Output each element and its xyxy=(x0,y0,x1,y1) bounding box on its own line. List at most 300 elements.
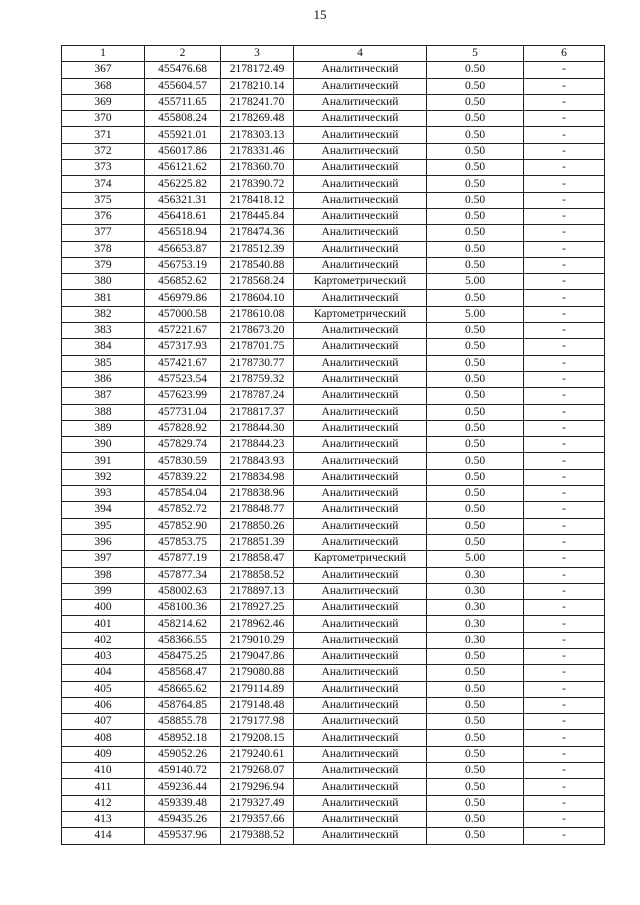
point-number-cell: 399 xyxy=(62,583,145,599)
table-row xyxy=(62,290,605,306)
table-row xyxy=(62,160,605,176)
point-number-cell: 389 xyxy=(62,420,145,436)
accuracy-cell: 0.50 xyxy=(427,681,524,697)
table-row xyxy=(62,437,605,453)
point-number-cell: 394 xyxy=(62,502,145,518)
table-row xyxy=(62,339,605,355)
point-number-cell: 368 xyxy=(62,78,145,94)
y-coordinate-cell: 2178568.24 xyxy=(221,274,294,290)
method-cell: Аналитический xyxy=(294,143,427,159)
point-number-cell: 395 xyxy=(62,518,145,534)
x-coordinate-cell: 457852.90 xyxy=(145,518,221,534)
table-row xyxy=(62,355,605,371)
description-cell: - xyxy=(524,648,605,664)
accuracy-cell: 0.50 xyxy=(427,192,524,208)
header-cell-col-1: 1 xyxy=(62,46,145,62)
x-coordinate-cell: 455604.57 xyxy=(145,78,221,94)
point-number-cell: 413 xyxy=(62,811,145,827)
table-row xyxy=(62,730,605,746)
description-cell: - xyxy=(524,78,605,94)
x-coordinate-cell: 455711.65 xyxy=(145,94,221,110)
table-row xyxy=(62,404,605,420)
method-cell: Аналитический xyxy=(294,486,427,502)
accuracy-cell: 0.50 xyxy=(427,828,524,844)
point-number-cell: 372 xyxy=(62,143,145,159)
point-number-cell: 414 xyxy=(62,828,145,844)
y-coordinate-cell: 2179177.98 xyxy=(221,714,294,730)
table-row xyxy=(62,371,605,387)
table-row xyxy=(62,795,605,811)
x-coordinate-cell: 458002.63 xyxy=(145,583,221,599)
table-row xyxy=(62,306,605,322)
table-row xyxy=(62,94,605,110)
description-cell: - xyxy=(524,763,605,779)
description-cell: - xyxy=(524,257,605,273)
x-coordinate-cell: 457523.54 xyxy=(145,371,221,387)
table-row xyxy=(62,779,605,795)
x-coordinate-cell: 458366.55 xyxy=(145,632,221,648)
description-cell: - xyxy=(524,143,605,159)
page-number: 15 xyxy=(313,7,327,22)
x-coordinate-cell: 457623.99 xyxy=(145,388,221,404)
point-number-cell: 397 xyxy=(62,551,145,567)
description-cell: - xyxy=(524,62,605,78)
method-cell: Аналитический xyxy=(294,600,427,616)
method-cell: Аналитический xyxy=(294,632,427,648)
x-coordinate-cell: 455808.24 xyxy=(145,111,221,127)
point-number-cell: 403 xyxy=(62,648,145,664)
description-cell: - xyxy=(524,746,605,762)
x-coordinate-cell: 459537.96 xyxy=(145,828,221,844)
y-coordinate-cell: 2179047.86 xyxy=(221,648,294,664)
y-coordinate-cell: 2178844.23 xyxy=(221,437,294,453)
header-cell-col-4: 4 xyxy=(294,46,427,62)
point-number-cell: 404 xyxy=(62,665,145,681)
method-cell: Аналитический xyxy=(294,583,427,599)
header-cell-col-5: 5 xyxy=(427,46,524,62)
point-number-cell: 390 xyxy=(62,437,145,453)
method-cell: Аналитический xyxy=(294,779,427,795)
description-cell: - xyxy=(524,437,605,453)
method-cell: Аналитический xyxy=(294,225,427,241)
point-number-cell: 392 xyxy=(62,469,145,485)
method-cell: Аналитический xyxy=(294,567,427,583)
x-coordinate-cell: 456017.86 xyxy=(145,143,221,159)
method-cell: Аналитический xyxy=(294,437,427,453)
point-number-cell: 378 xyxy=(62,241,145,257)
point-number-cell: 385 xyxy=(62,355,145,371)
description-cell: - xyxy=(524,339,605,355)
y-coordinate-cell: 2179114.89 xyxy=(221,681,294,697)
method-cell: Картометрический xyxy=(294,551,427,567)
method-cell: Аналитический xyxy=(294,518,427,534)
table-row xyxy=(62,257,605,273)
point-number-cell: 379 xyxy=(62,257,145,273)
description-cell: - xyxy=(524,779,605,795)
y-coordinate-cell: 2178858.47 xyxy=(221,551,294,567)
method-cell: Аналитический xyxy=(294,746,427,762)
method-cell: Аналитический xyxy=(294,616,427,632)
method-cell: Аналитический xyxy=(294,160,427,176)
table-row xyxy=(62,551,605,567)
y-coordinate-cell: 2178843.93 xyxy=(221,453,294,469)
point-number-cell: 412 xyxy=(62,795,145,811)
point-number-cell: 406 xyxy=(62,697,145,713)
point-number-cell: 401 xyxy=(62,616,145,632)
y-coordinate-cell: 2179148.48 xyxy=(221,697,294,713)
accuracy-cell: 0.50 xyxy=(427,697,524,713)
point-number-cell: 376 xyxy=(62,208,145,224)
method-cell: Аналитический xyxy=(294,257,427,273)
y-coordinate-cell: 2179268.07 xyxy=(221,763,294,779)
method-cell: Аналитический xyxy=(294,730,427,746)
accuracy-cell: 0.50 xyxy=(427,176,524,192)
accuracy-cell: 0.50 xyxy=(427,371,524,387)
table-row xyxy=(62,111,605,127)
x-coordinate-cell: 459140.72 xyxy=(145,763,221,779)
point-number-cell: 396 xyxy=(62,534,145,550)
method-cell: Аналитический xyxy=(294,127,427,143)
method-cell: Картометрический xyxy=(294,274,427,290)
x-coordinate-cell: 457731.04 xyxy=(145,404,221,420)
description-cell: - xyxy=(524,567,605,583)
accuracy-cell: 0.50 xyxy=(427,420,524,436)
x-coordinate-cell: 456418.61 xyxy=(145,208,221,224)
x-coordinate-cell: 459052.26 xyxy=(145,746,221,762)
method-cell: Аналитический xyxy=(294,404,427,420)
x-coordinate-cell: 457828.92 xyxy=(145,420,221,436)
description-cell: - xyxy=(524,795,605,811)
accuracy-cell: 0.50 xyxy=(427,795,524,811)
description-cell: - xyxy=(524,127,605,143)
method-cell: Аналитический xyxy=(294,502,427,518)
y-coordinate-cell: 2178817.37 xyxy=(221,404,294,420)
x-coordinate-cell: 456852.62 xyxy=(145,274,221,290)
y-coordinate-cell: 2179357.66 xyxy=(221,811,294,827)
description-cell: - xyxy=(524,323,605,339)
accuracy-cell: 0.50 xyxy=(427,143,524,159)
x-coordinate-cell: 458855.78 xyxy=(145,714,221,730)
description-cell: - xyxy=(524,388,605,404)
accuracy-cell: 0.50 xyxy=(427,127,524,143)
point-number-cell: 387 xyxy=(62,388,145,404)
description-cell: - xyxy=(524,600,605,616)
method-cell: Аналитический xyxy=(294,339,427,355)
x-coordinate-cell: 457853.75 xyxy=(145,534,221,550)
accuracy-cell: 5.00 xyxy=(427,274,524,290)
accuracy-cell: 0.50 xyxy=(427,355,524,371)
method-cell: Аналитический xyxy=(294,648,427,664)
description-cell: - xyxy=(524,697,605,713)
description-cell: - xyxy=(524,583,605,599)
description-cell: - xyxy=(524,828,605,844)
method-cell: Аналитический xyxy=(294,469,427,485)
x-coordinate-cell: 457829.74 xyxy=(145,437,221,453)
description-cell: - xyxy=(524,355,605,371)
table-row xyxy=(62,420,605,436)
method-cell: Аналитический xyxy=(294,192,427,208)
method-cell: Аналитический xyxy=(294,697,427,713)
description-cell: - xyxy=(524,94,605,110)
coordinates-table xyxy=(61,45,605,845)
x-coordinate-cell: 457839.22 xyxy=(145,469,221,485)
x-coordinate-cell: 457221.67 xyxy=(145,323,221,339)
x-coordinate-cell: 456225.82 xyxy=(145,176,221,192)
table-row xyxy=(62,534,605,550)
header-cell-col-3: 3 xyxy=(221,46,294,62)
x-coordinate-cell: 459236.44 xyxy=(145,779,221,795)
x-coordinate-cell: 456121.62 xyxy=(145,160,221,176)
accuracy-cell: 0.50 xyxy=(427,534,524,550)
point-number-cell: 382 xyxy=(62,306,145,322)
point-number-cell: 408 xyxy=(62,730,145,746)
point-number-cell: 411 xyxy=(62,779,145,795)
description-cell: - xyxy=(524,502,605,518)
table-row xyxy=(62,469,605,485)
x-coordinate-cell: 458100.36 xyxy=(145,600,221,616)
method-cell: Аналитический xyxy=(294,111,427,127)
accuracy-cell: 0.50 xyxy=(427,469,524,485)
x-coordinate-cell: 457854.04 xyxy=(145,486,221,502)
method-cell: Аналитический xyxy=(294,355,427,371)
y-coordinate-cell: 2178962.46 xyxy=(221,616,294,632)
y-coordinate-cell: 2178445.84 xyxy=(221,208,294,224)
y-coordinate-cell: 2178418.12 xyxy=(221,192,294,208)
description-cell: - xyxy=(524,453,605,469)
method-cell: Аналитический xyxy=(294,371,427,387)
y-coordinate-cell: 2179080.88 xyxy=(221,665,294,681)
method-cell: Аналитический xyxy=(294,534,427,550)
x-coordinate-cell: 458475.25 xyxy=(145,648,221,664)
y-coordinate-cell: 2178210.14 xyxy=(221,78,294,94)
y-coordinate-cell: 2178730.77 xyxy=(221,355,294,371)
accuracy-cell: 0.50 xyxy=(427,339,524,355)
method-cell: Аналитический xyxy=(294,665,427,681)
method-cell: Аналитический xyxy=(294,420,427,436)
table-row xyxy=(62,143,605,159)
description-cell: - xyxy=(524,681,605,697)
y-coordinate-cell: 2179208.15 xyxy=(221,730,294,746)
y-coordinate-cell: 2178512.39 xyxy=(221,241,294,257)
method-cell: Аналитический xyxy=(294,828,427,844)
accuracy-cell: 0.50 xyxy=(427,208,524,224)
table-row xyxy=(62,176,605,192)
table-row xyxy=(62,225,605,241)
accuracy-cell: 0.30 xyxy=(427,632,524,648)
method-cell: Аналитический xyxy=(294,290,427,306)
method-cell: Аналитический xyxy=(294,388,427,404)
accuracy-cell: 0.50 xyxy=(427,779,524,795)
x-coordinate-cell: 458665.62 xyxy=(145,681,221,697)
description-cell: - xyxy=(524,616,605,632)
point-number-cell: 370 xyxy=(62,111,145,127)
accuracy-cell: 5.00 xyxy=(427,551,524,567)
description-cell: - xyxy=(524,290,605,306)
header-cell-col-6: 6 xyxy=(524,46,605,62)
method-cell: Аналитический xyxy=(294,241,427,257)
table-row xyxy=(62,241,605,257)
description-cell: - xyxy=(524,306,605,322)
table-row xyxy=(62,486,605,502)
point-number-cell: 369 xyxy=(62,94,145,110)
accuracy-cell: 0.50 xyxy=(427,62,524,78)
point-number-cell: 375 xyxy=(62,192,145,208)
table-row xyxy=(62,192,605,208)
table-row xyxy=(62,665,605,681)
point-number-cell: 393 xyxy=(62,486,145,502)
accuracy-cell: 0.50 xyxy=(427,160,524,176)
y-coordinate-cell: 2178927.25 xyxy=(221,600,294,616)
description-cell: - xyxy=(524,632,605,648)
point-number-cell: 409 xyxy=(62,746,145,762)
x-coordinate-cell: 456979.86 xyxy=(145,290,221,306)
point-number-cell: 377 xyxy=(62,225,145,241)
y-coordinate-cell: 2179388.52 xyxy=(221,828,294,844)
method-cell: Аналитический xyxy=(294,795,427,811)
x-coordinate-cell: 457877.19 xyxy=(145,551,221,567)
accuracy-cell: 0.50 xyxy=(427,648,524,664)
method-cell: Аналитический xyxy=(294,323,427,339)
description-cell: - xyxy=(524,534,605,550)
table-row xyxy=(62,600,605,616)
method-cell: Аналитический xyxy=(294,681,427,697)
table-row xyxy=(62,697,605,713)
x-coordinate-cell: 456321.31 xyxy=(145,192,221,208)
description-cell: - xyxy=(524,714,605,730)
x-coordinate-cell: 455921.01 xyxy=(145,127,221,143)
point-number-cell: 381 xyxy=(62,290,145,306)
table-row xyxy=(62,828,605,844)
y-coordinate-cell: 2178897.13 xyxy=(221,583,294,599)
y-coordinate-cell: 2178673.20 xyxy=(221,323,294,339)
description-cell: - xyxy=(524,371,605,387)
y-coordinate-cell: 2178360.70 xyxy=(221,160,294,176)
accuracy-cell: 0.30 xyxy=(427,567,524,583)
description-cell: - xyxy=(524,225,605,241)
description-cell: - xyxy=(524,469,605,485)
method-cell: Картометрический xyxy=(294,306,427,322)
table-row xyxy=(62,78,605,94)
accuracy-cell: 0.50 xyxy=(427,746,524,762)
y-coordinate-cell: 2178858.52 xyxy=(221,567,294,583)
point-number-cell: 374 xyxy=(62,176,145,192)
accuracy-cell: 0.50 xyxy=(427,502,524,518)
y-coordinate-cell: 2179240.61 xyxy=(221,746,294,762)
description-cell: - xyxy=(524,208,605,224)
y-coordinate-cell: 2178834.98 xyxy=(221,469,294,485)
y-coordinate-cell: 2178540.88 xyxy=(221,257,294,273)
method-cell: Аналитический xyxy=(294,811,427,827)
table-row xyxy=(62,62,605,78)
accuracy-cell: 0.50 xyxy=(427,225,524,241)
accuracy-cell: 0.50 xyxy=(427,730,524,746)
y-coordinate-cell: 2178787.24 xyxy=(221,388,294,404)
point-number-cell: 371 xyxy=(62,127,145,143)
y-coordinate-cell: 2178172.49 xyxy=(221,62,294,78)
accuracy-cell: 0.50 xyxy=(427,763,524,779)
method-cell: Аналитический xyxy=(294,62,427,78)
table-row xyxy=(62,681,605,697)
table-row xyxy=(62,632,605,648)
x-coordinate-cell: 456753.19 xyxy=(145,257,221,273)
table-row xyxy=(62,518,605,534)
y-coordinate-cell: 2178303.13 xyxy=(221,127,294,143)
table-row xyxy=(62,763,605,779)
y-coordinate-cell: 2178241.70 xyxy=(221,94,294,110)
x-coordinate-cell: 457421.67 xyxy=(145,355,221,371)
accuracy-cell: 0.30 xyxy=(427,616,524,632)
method-cell: Аналитический xyxy=(294,453,427,469)
description-cell: - xyxy=(524,192,605,208)
accuracy-cell: 0.50 xyxy=(427,111,524,127)
table-row xyxy=(62,583,605,599)
y-coordinate-cell: 2178474.36 xyxy=(221,225,294,241)
y-coordinate-cell: 2179296.94 xyxy=(221,779,294,795)
x-coordinate-cell: 456518.94 xyxy=(145,225,221,241)
accuracy-cell: 0.50 xyxy=(427,78,524,94)
y-coordinate-cell: 2178838.96 xyxy=(221,486,294,502)
x-coordinate-cell: 455476.68 xyxy=(145,62,221,78)
x-coordinate-cell: 457000.58 xyxy=(145,306,221,322)
accuracy-cell: 0.50 xyxy=(427,388,524,404)
table-row xyxy=(62,714,605,730)
description-cell: - xyxy=(524,665,605,681)
description-cell: - xyxy=(524,486,605,502)
table-row xyxy=(62,746,605,762)
x-coordinate-cell: 459435.26 xyxy=(145,811,221,827)
description-cell: - xyxy=(524,551,605,567)
point-number-cell: 402 xyxy=(62,632,145,648)
x-coordinate-cell: 458952.18 xyxy=(145,730,221,746)
method-cell: Аналитический xyxy=(294,763,427,779)
table-body xyxy=(62,46,605,845)
table-header-row xyxy=(62,46,605,62)
table-row xyxy=(62,127,605,143)
description-cell: - xyxy=(524,420,605,436)
point-number-cell: 405 xyxy=(62,681,145,697)
point-number-cell: 391 xyxy=(62,453,145,469)
description-cell: - xyxy=(524,241,605,257)
point-number-cell: 386 xyxy=(62,371,145,387)
table-row xyxy=(62,453,605,469)
x-coordinate-cell: 459339.48 xyxy=(145,795,221,811)
accuracy-cell: 5.00 xyxy=(427,306,524,322)
description-cell: - xyxy=(524,160,605,176)
table-row xyxy=(62,616,605,632)
y-coordinate-cell: 2178759.32 xyxy=(221,371,294,387)
y-coordinate-cell: 2178390.72 xyxy=(221,176,294,192)
accuracy-cell: 0.50 xyxy=(427,665,524,681)
description-cell: - xyxy=(524,730,605,746)
table-row xyxy=(62,502,605,518)
point-number-cell: 388 xyxy=(62,404,145,420)
table-row xyxy=(62,648,605,664)
point-number-cell: 384 xyxy=(62,339,145,355)
method-cell: Аналитический xyxy=(294,208,427,224)
description-cell: - xyxy=(524,111,605,127)
table-row xyxy=(62,388,605,404)
accuracy-cell: 0.50 xyxy=(427,453,524,469)
point-number-cell: 367 xyxy=(62,62,145,78)
x-coordinate-cell: 458764.85 xyxy=(145,697,221,713)
accuracy-cell: 0.50 xyxy=(427,323,524,339)
accuracy-cell: 0.50 xyxy=(427,486,524,502)
y-coordinate-cell: 2178331.46 xyxy=(221,143,294,159)
x-coordinate-cell: 457852.72 xyxy=(145,502,221,518)
point-number-cell: 398 xyxy=(62,567,145,583)
accuracy-cell: 0.50 xyxy=(427,714,524,730)
method-cell: Аналитический xyxy=(294,94,427,110)
